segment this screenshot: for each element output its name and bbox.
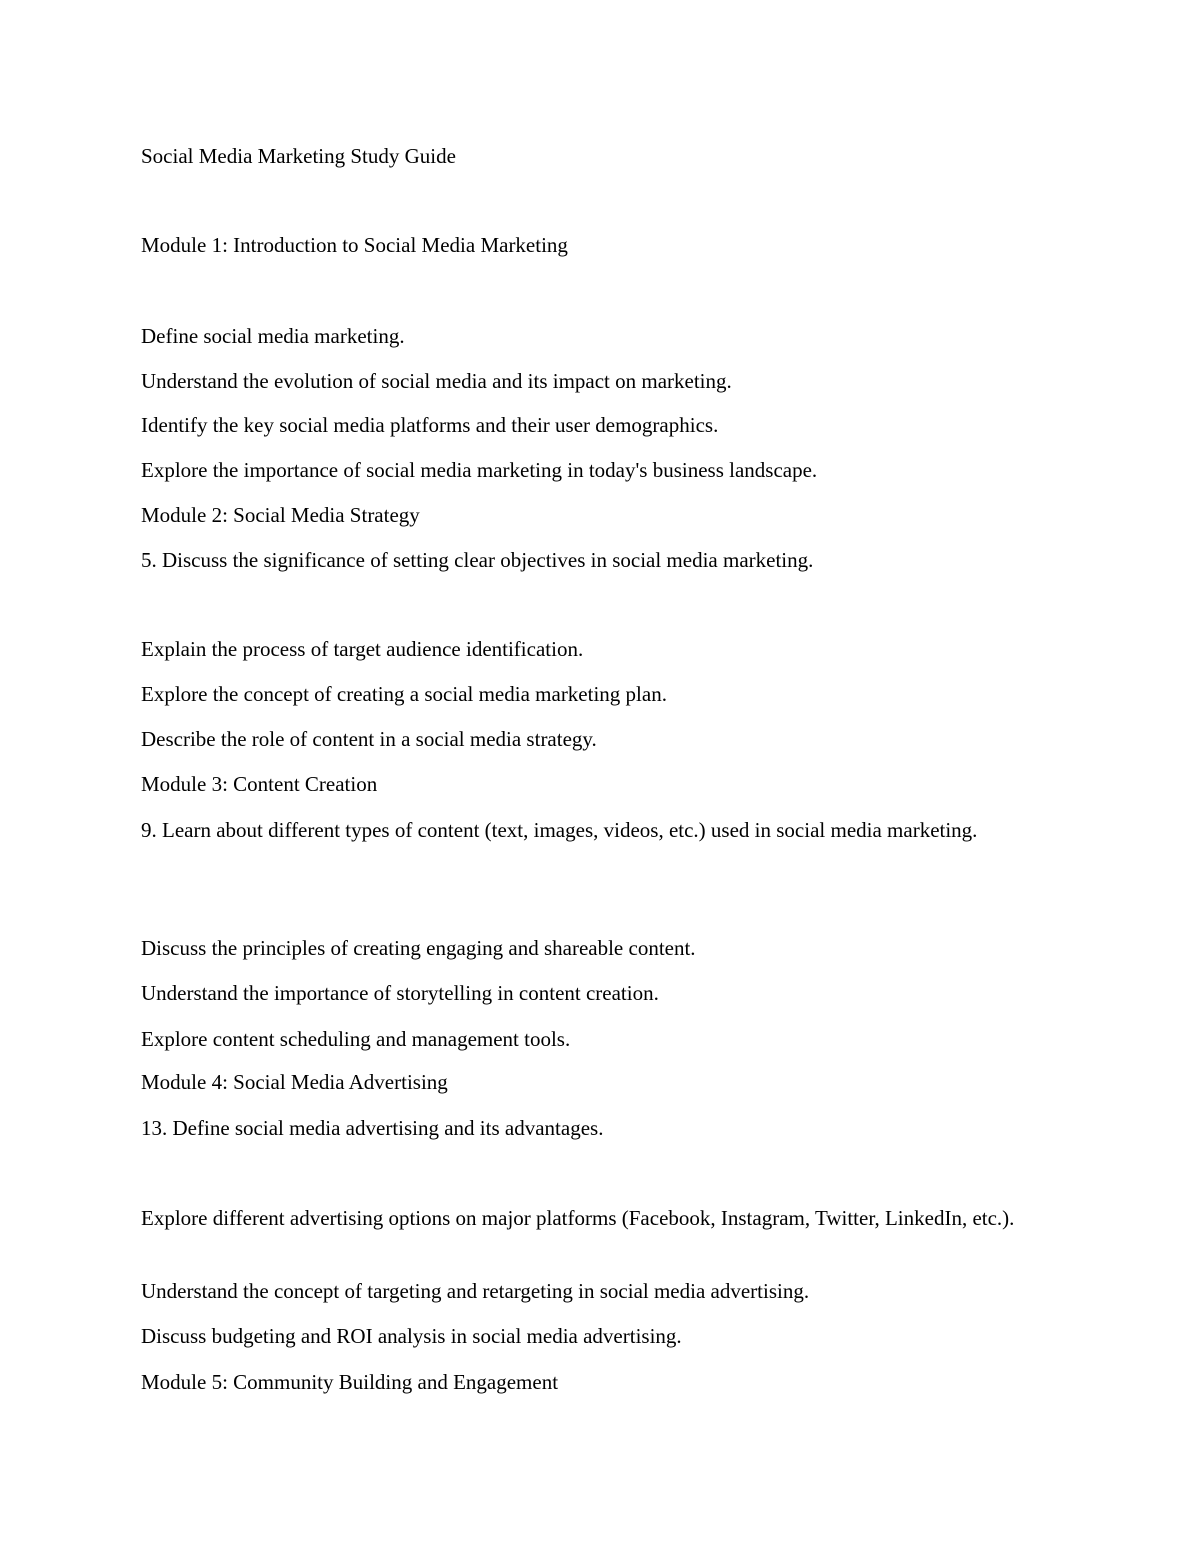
module-heading: Module 5: Community Building and Engagement <box>141 1370 559 1394</box>
list-item: 9. Learn about different types of content (text, images, videos, etc.) used in social media marketing. <box>141 818 978 842</box>
module-heading: Module 1: Introduction to Social Media Marketing <box>141 233 568 257</box>
module-heading: Module 4: Social Media Advertising <box>141 1070 448 1094</box>
list-item: Understand the importance of storytelling in content creation. <box>141 981 659 1005</box>
list-item: Explore the importance of social media marketing in today's business landscape. <box>141 458 818 482</box>
list-item: Identify the key social media platforms and their user demographics. <box>141 413 719 437</box>
list-item: Discuss budgeting and ROI analysis in social media advertising. <box>141 1324 682 1348</box>
module-heading: Module 2: Social Media Strategy <box>141 503 420 527</box>
list-item: Understand the concept of targeting and retargeting in social media advertising. <box>141 1279 810 1303</box>
list-item: 5. Discuss the significance of setting clear objectives in social media marketing. <box>141 548 814 572</box>
list-item: Explore content scheduling and management tools. <box>141 1027 571 1051</box>
list-item: Define social media marketing. <box>141 324 405 348</box>
list-item: Discuss the principles of creating engaging and shareable content. <box>141 936 696 960</box>
list-item: Describe the role of content in a social media strategy. <box>141 727 597 751</box>
module-heading: Module 3: Content Creation <box>141 772 378 796</box>
document-title: Social Media Marketing Study Guide <box>141 144 456 168</box>
list-item: Explain the process of target audience identification. <box>141 637 584 661</box>
list-item: 13. Define social media advertising and its advantages. <box>141 1116 604 1140</box>
list-item: Understand the evolution of social media and its impact on marketing. <box>141 369 732 393</box>
list-item: Explore the concept of creating a social media marketing plan. <box>141 682 667 706</box>
list-item: Explore different advertising options on major platforms (Facebook, Instagram, Twitter, LinkedIn, etc.). <box>141 1206 1015 1230</box>
